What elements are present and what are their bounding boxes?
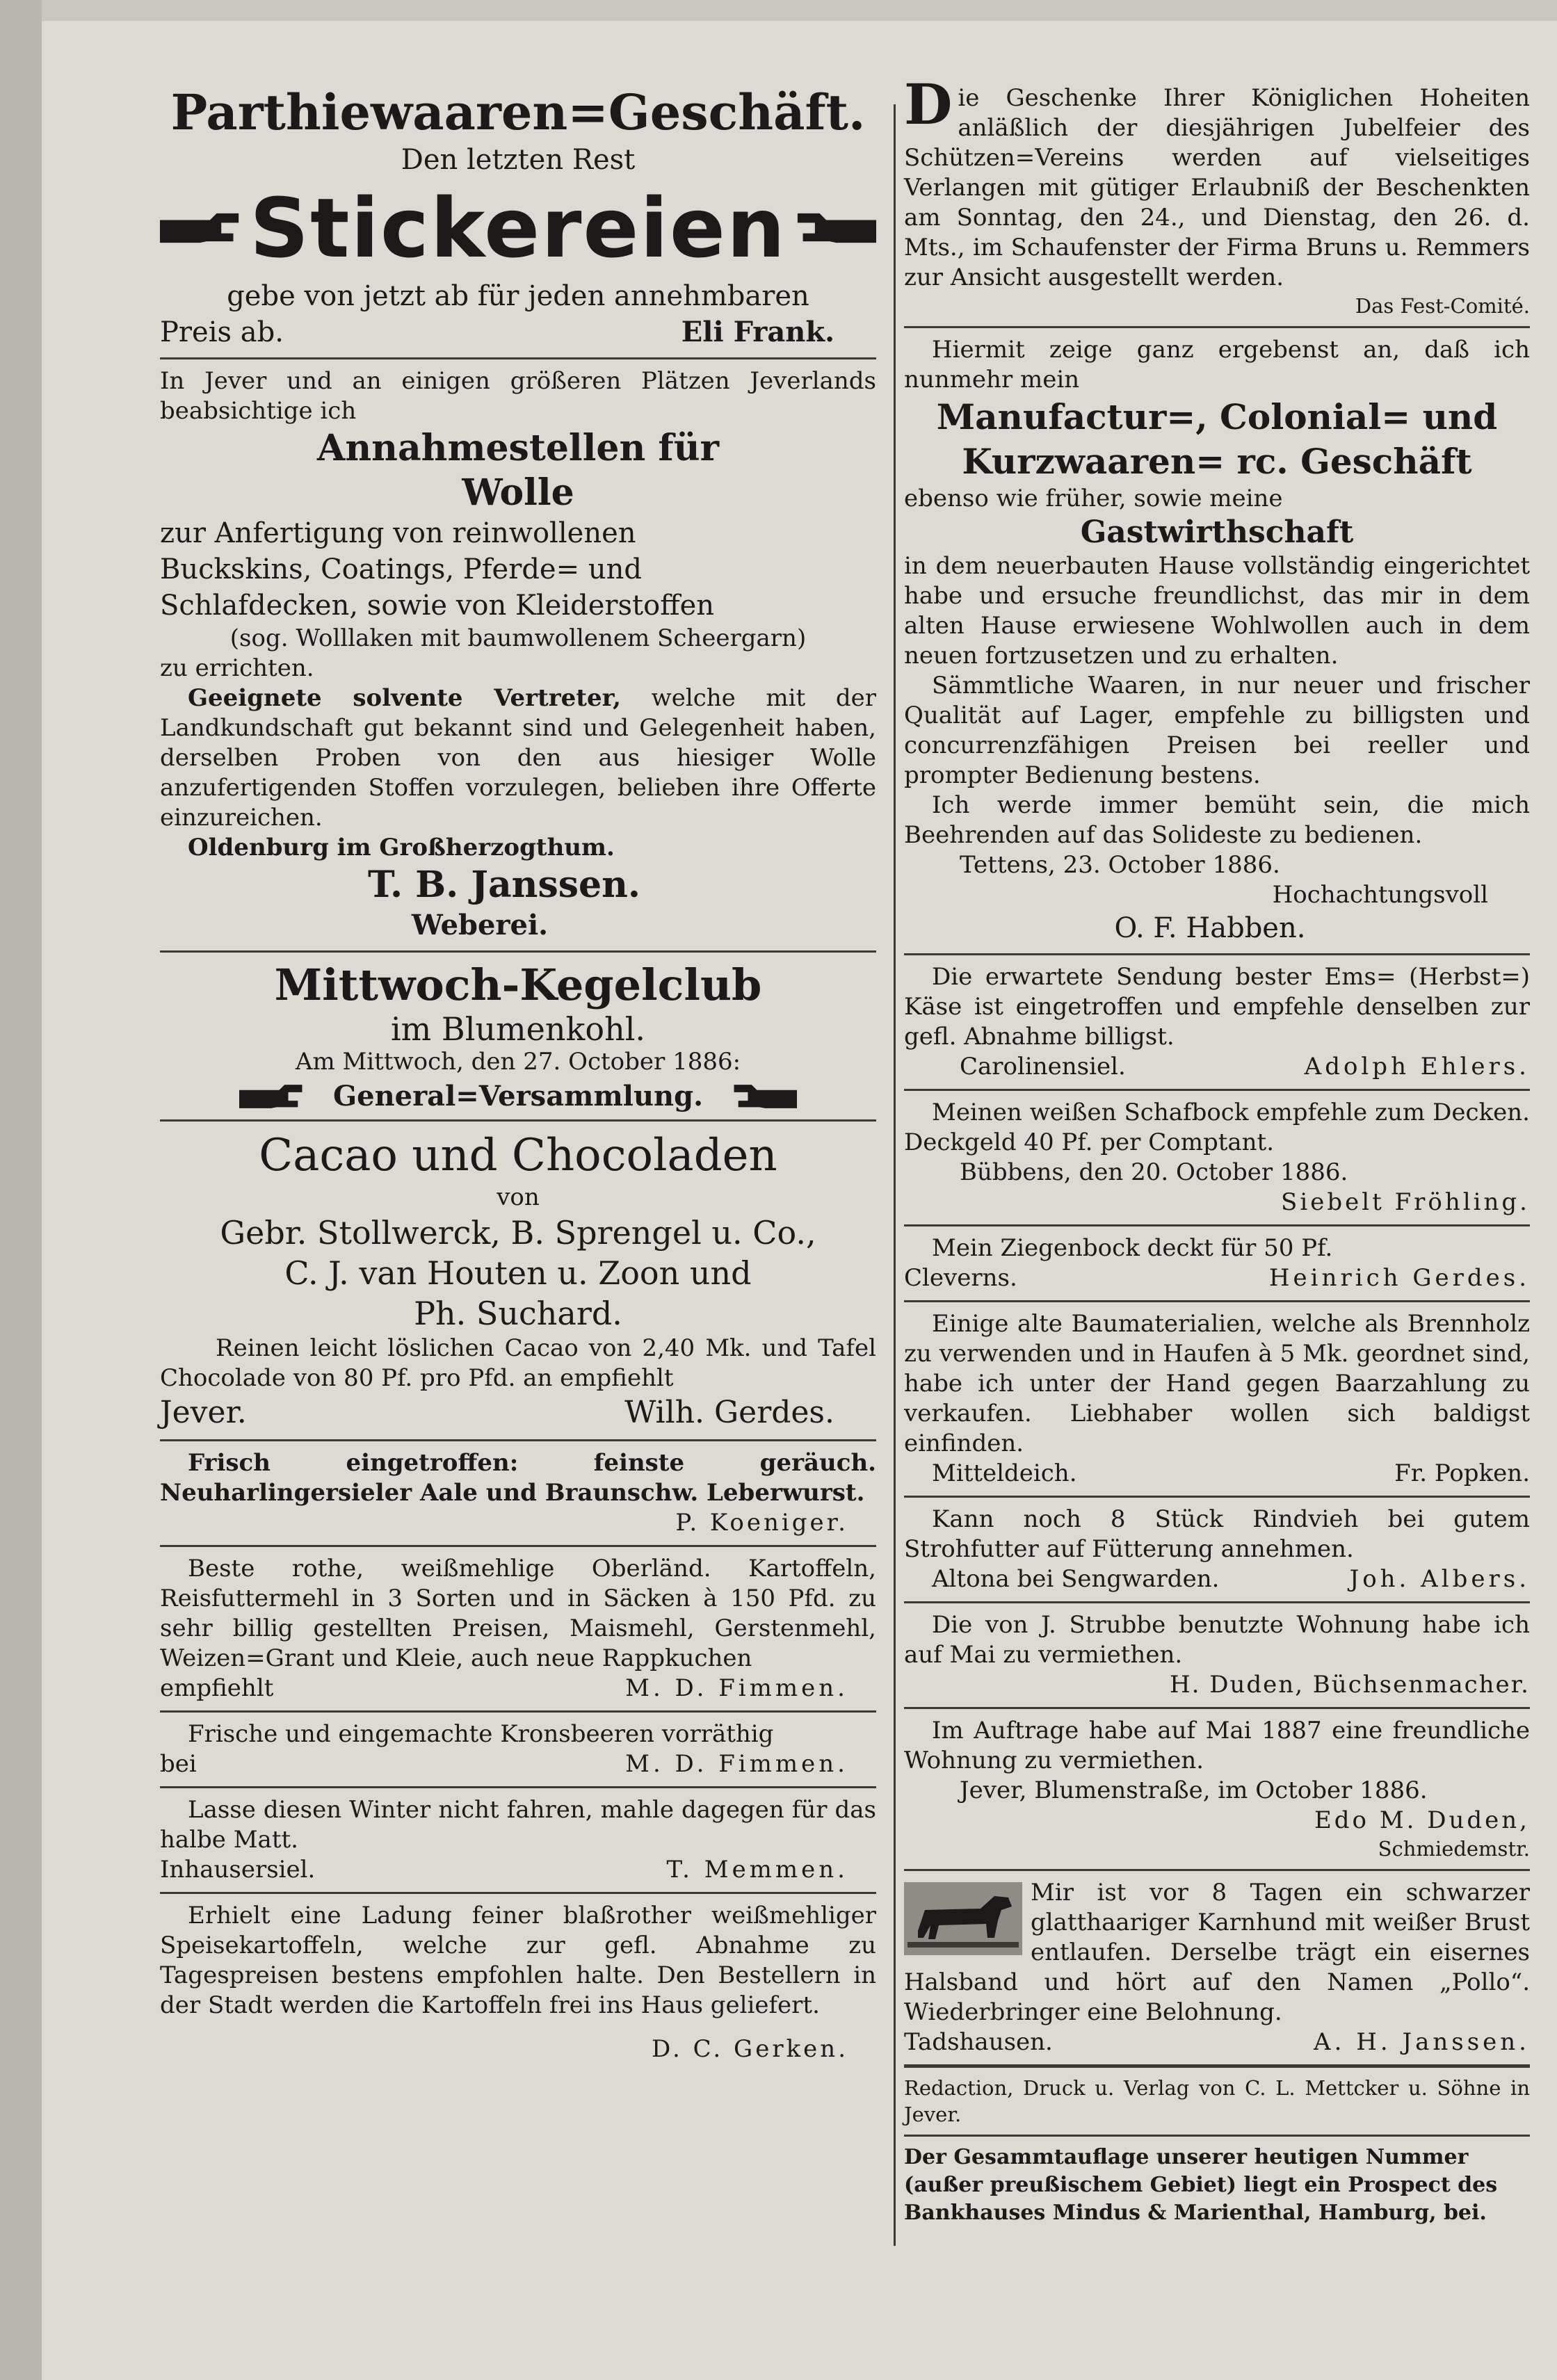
left-column: [160, 83, 876, 2064]
ad-cacao: [160, 1128, 876, 1432]
pointing-hand-left-icon: [796, 207, 876, 249]
event-name: General=Versammlung.: [332, 1080, 704, 1112]
ad-footer-row: [160, 1855, 876, 1885]
ad-footer-row: [160, 1749, 876, 1779]
ad-line: Gebr. Stollwerck, B. Sprengel u. Co.,: [220, 1214, 816, 1252]
ad-signature: P. Koeniger.: [675, 1509, 848, 1537]
ad-text: [904, 72, 1530, 293]
ad-signature: Das Fest-Comité.: [1355, 294, 1530, 318]
ad-line: ebenso wie früher, sowie meine: [904, 485, 1283, 512]
ad-footer-row: [904, 1052, 1530, 1082]
divider: [904, 1300, 1530, 1302]
ad-text: Frisch eingetroffen: feinste geräuch. Neuharlingersieler Aale und Braunschw. Leberwurst.: [160, 1449, 876, 1507]
divider: [160, 357, 876, 359]
ad-text-end: bei: [160, 1750, 197, 1778]
divider: [160, 1786, 876, 1788]
ad-heading: Gastwirthschaft: [1080, 515, 1354, 550]
ad-stickereien: [160, 83, 876, 350]
ad-text: Lasse diesen Winter nicht fahren, mahle dagegen für das halbe Matt.: [160, 1796, 876, 1854]
ad-footer-row: [160, 314, 876, 350]
imprint: Redaction, Druck u. Verlag von C. L. Mettcker u. Söhne in Jever.: [904, 2076, 1530, 2126]
ad-text: Die erwartete Sendung bester Ems= (Herbst=) Käse ist eingetroffen und empfehle denselben zur gefl. Abnahme billigst.: [904, 963, 1530, 1051]
ad-rindvieh: [904, 1505, 1530, 1594]
ad-body: [160, 683, 876, 833]
ad-wolle: [160, 366, 876, 944]
ad-heading: Wolle: [462, 471, 574, 514]
ad-signature: M. D. Fimmen.: [625, 1750, 848, 1778]
ad-text-body: ie Geschenke Ihrer Königlichen Hoheiten anläßlich der diesjährigen Jubelfeier des Schützen=Vereins werden auf vielseitiges Verlangen mit gütiger Erlaubniß der Beschenkten am Sonntag, den 24., und Dienstag, den 26. d. Mts., im Schaufenster der Firma Bruns u. Remmers zur Ansicht ausgestellt werden.: [904, 84, 1530, 291]
page-gutter: [0, 0, 42, 2380]
divider: [904, 326, 1530, 328]
ad-signature: Edo M. Duden,: [1314, 1806, 1530, 1834]
right-column: [904, 72, 1530, 2227]
ad-geschenke: [904, 72, 1530, 319]
ad-line: Buckskins, Coatings, Pferde= und: [160, 553, 642, 585]
ad-place: Tadshausen.: [904, 2028, 1053, 2056]
ad-habben: [904, 335, 1530, 946]
divider: [904, 953, 1530, 955]
stickereien-banner: [160, 180, 876, 276]
dog-icon: [904, 1882, 1022, 1955]
divider: [160, 1119, 876, 1122]
ad-text: Meinen weißen Schafbock empfehle zum Decken. Deckgeld 40 Pf. per Comptant.: [904, 1099, 1530, 1156]
ad-text: Mir ist vor 8 Tagen ein schwarzer glatthaariger Karnhund mit weißer Brust entlaufen. Derselbe trägt ein eisernes Halsband und hört auf den Namen „Pollo“. Wiederbringer eine Belohnung.: [904, 1879, 1530, 2026]
ad-speisekartoffeln: [160, 1901, 876, 2064]
column-divider: [894, 104, 896, 2246]
ad-hund: [904, 1878, 1530, 2057]
ad-kegelclub: [160, 960, 876, 1112]
pointing-hand-right-icon: [160, 207, 240, 249]
ad-heading: Manufactur=, Colonial= und: [936, 396, 1498, 437]
ad-signature-sub: Schmiedemstr.: [1378, 1837, 1530, 1861]
ad-wohnung-duden: [904, 1716, 1530, 1862]
divider: [160, 1439, 876, 1441]
ad-line: Ph. Suchard.: [414, 1295, 622, 1332]
ad-signature: Fr. Popken.: [1394, 1459, 1530, 1487]
ad-body: Sämmtliche Waaren, in nur neuer und frischer Qualität auf Lager, empfehle zu billigsten und concurrenzfähigen Preisen bei reeller und prompter Bedienung bestens.: [904, 672, 1530, 789]
ad-price-text: Preis ab.: [160, 316, 284, 348]
ad-place: Mitteldeich.: [932, 1459, 1077, 1487]
ad-footer-row: [160, 1674, 876, 1703]
ad-muehle: [160, 1795, 876, 1885]
ad-title: Cacao und Chocoladen: [259, 1130, 777, 1181]
ad-footer-row: [160, 1393, 876, 1432]
divider: [904, 1224, 1530, 1227]
ad-signature: A. H. Janssen.: [1314, 2028, 1530, 2056]
ad-footer-row: [904, 1459, 1530, 1489]
ad-intro: In Jever und an einigen größeren Plätzen Jeverlands beabsichtige ich: [160, 367, 876, 425]
ad-heading: Annahmestellen für: [316, 427, 720, 469]
ad-signature: T. B. Janssen.: [367, 864, 640, 906]
ad-aale: [160, 1448, 876, 1538]
pointing-hand-right-icon: [219, 1080, 323, 1112]
ad-signature: Wilh. Gerdes.: [624, 1395, 834, 1430]
ad-place: Jever.: [160, 1395, 247, 1430]
ad-body: Reinen leicht löslichen Cacao von 2,40 Mk. und Tafel Chocolade von 80 Pf. pro Pfd. an empfiehlt: [160, 1334, 876, 1392]
ad-line: (sog. Wolllaken mit baumwollenem Scheergarn): [229, 624, 807, 652]
ad-text: Einige alte Baumaterialien, welche als Brennholz zu verwenden und in Haufen à 5 Mk. geordnet sind, habe ich unter der Hand gegen Baarzahlung zu verkaufen. Liebhaber wollen sich baldigst einfinden.: [904, 1310, 1530, 1457]
ad-text: Beste rothe, weißmehlige Oberländ. Kartoffeln, Reisfuttermehl in 3 Sorten und in Säcken à 150 Pfd. zu sehr billig gestellten Preisen, Maismehl, Gerstenmehl, Weizen=Grant und Kleie, auch neue Rappkuchen: [160, 1555, 876, 1672]
ad-signature-sub: Weberei.: [411, 909, 549, 941]
ad-signature: Siebelt Fröhling.: [1281, 1188, 1530, 1216]
ad-date: Tettens, 23. October 1886.: [960, 851, 1280, 879]
divider: [904, 1496, 1530, 1498]
event-banner: [160, 1080, 876, 1112]
divider: [904, 1601, 1530, 1603]
ad-place: Inhausersiel.: [160, 1856, 316, 1884]
ad-signature: M. D. Fimmen.: [625, 1674, 848, 1702]
divider: [160, 1545, 876, 1547]
ad-line: C. J. van Houten u. Zoon und: [284, 1254, 752, 1292]
ad-text: Frische und eingemachte Kronsbeeren vorräthig: [188, 1720, 774, 1748]
ad-kartoffeln: [160, 1554, 876, 1703]
ad-ziegenbock: [904, 1233, 1530, 1293]
ad-kaese: [904, 962, 1530, 1082]
ad-greeting: Hochachtungsvoll: [1272, 881, 1488, 909]
ad-date: Bübbens, den 20. October 1886.: [960, 1158, 1348, 1186]
ad-line: zur Anfertigung von reinwollenen: [160, 517, 636, 549]
ad-line: gebe von jetzt ab für jeden annehmbaren: [227, 280, 809, 312]
ad-signature: Eli Frank.: [681, 316, 834, 348]
ad-signature: D. C. Gerken.: [651, 2035, 848, 2063]
divider: [160, 1710, 876, 1713]
supplement-note: Der Gesammtauflage unserer heutigen Nummer (außer preußischem Gebiet) liegt ein Prospect des Bankhauses Mindus & Marienthal, Hamburg, bei.: [904, 2145, 1498, 2225]
ad-signature: H. Duden, Büchsenmacher.: [1169, 1671, 1530, 1699]
ad-date: Jever, Blumenstraße, im October 1886.: [960, 1776, 1428, 1804]
ad-line: Schlafdecken, sowie von Kleiderstoffen: [160, 590, 715, 622]
ad-body-text: welche mit der Landkundschaft gut bekannt sind und Gelegenheit haben, derselben Proben von den aus hiesiger Wolle anzufertigenden Stoffen vorzulegen, belieben ihre Offerte einzureichen.: [160, 684, 876, 832]
ad-signature: Joh. Albers.: [1349, 1565, 1530, 1593]
ad-text-end: empfiehlt: [160, 1674, 274, 1702]
ad-title: Parthiewaaren=Geschäft.: [170, 83, 866, 141]
ad-wohnung-strubbe: [904, 1610, 1530, 1700]
divider: [904, 1707, 1530, 1709]
ad-line: zu errichten.: [160, 654, 314, 682]
ad-subtitle: Den letzten Rest: [401, 144, 636, 176]
ad-place: Altona bei Sengwarden.: [932, 1565, 1220, 1593]
ad-body: in dem neuerbauten Hause vollständig eingerichtet habe und ersuche freundlichst, das mir in dem alten Hause erwiesene Wohlwollen auch in dem neuen fortzusetzen und zu erhalten.: [904, 552, 1530, 670]
ad-intro: Hiermit zeige ganz ergebenst an, daß ich nunmehr mein: [904, 336, 1530, 394]
ad-baumaterialien: [904, 1309, 1530, 1489]
initial-letter: D: [904, 72, 953, 137]
ad-text: Im Auftrage habe auf Mai 1887 eine freundliche Wohnung zu vermiethen.: [904, 1717, 1530, 1774]
ad-footer-row: [904, 1564, 1530, 1594]
ad-text: Die von J. Strubbe benutzte Wohnung habe ich auf Mai zu vermiethen.: [904, 1611, 1530, 1669]
ad-title: Mittwoch-Kegelclub: [274, 960, 762, 1010]
ad-text: Mein Ziegenbock deckt für 50 Pf.: [932, 1234, 1333, 1262]
ad-signature: Adolph Ehlers.: [1304, 1053, 1530, 1080]
ad-kronsbeeren: [160, 1719, 876, 1779]
ad-text: Erhielt eine Ladung feiner blaßrother weißmehliger Speisekartoffeln, welche zur gefl. Abnahme zu Tagespreisen bestens empfohlen halte. Den Bestellern in der Stadt werden die Kartoffeln frei ins Haus geliefert.: [160, 1902, 876, 2019]
divider: [904, 1089, 1530, 1091]
ad-signature: O. F. Habben.: [1114, 912, 1306, 944]
ad-footer-row: [904, 2027, 1530, 2057]
ad-text: Kann noch 8 Stück Rindvieh bei gutem Strohfutter auf Fütterung annehmen.: [904, 1505, 1530, 1563]
ad-body-bold: Geeignete solvente Vertreter,: [188, 684, 621, 712]
divider: [904, 2064, 1530, 2068]
divider: [904, 2135, 1530, 2137]
ad-date: Am Mittwoch, den 27. October 1886:: [295, 1048, 741, 1076]
divider: [904, 1869, 1530, 1871]
ad-body: Ich werde immer bemüht sein, die mich Beehrenden auf das Solideste zu bedienen.: [904, 791, 1530, 849]
ad-place: Oldenburg im Großherzogthum.: [188, 834, 615, 861]
ad-footer-row: [904, 1263, 1530, 1293]
ad-heading: Kurzwaaren= rc. Geschäft: [962, 441, 1472, 482]
ad-place: Cleverns.: [904, 1264, 1017, 1292]
ad-von: von: [497, 1183, 540, 1211]
ad-signature: T. Memmen.: [666, 1856, 848, 1884]
pointing-hand-left-icon: [713, 1080, 817, 1112]
ad-subtitle: im Blumenkohl.: [390, 1010, 646, 1048]
ad-signature: Heinrich Gerdes.: [1268, 1264, 1530, 1292]
ad-schafbock: [904, 1098, 1530, 1217]
divider: [160, 1892, 876, 1894]
divider: [160, 950, 876, 953]
stickereien-word: Stickereien: [250, 180, 786, 276]
ad-place: Carolinensiel.: [960, 1053, 1126, 1080]
